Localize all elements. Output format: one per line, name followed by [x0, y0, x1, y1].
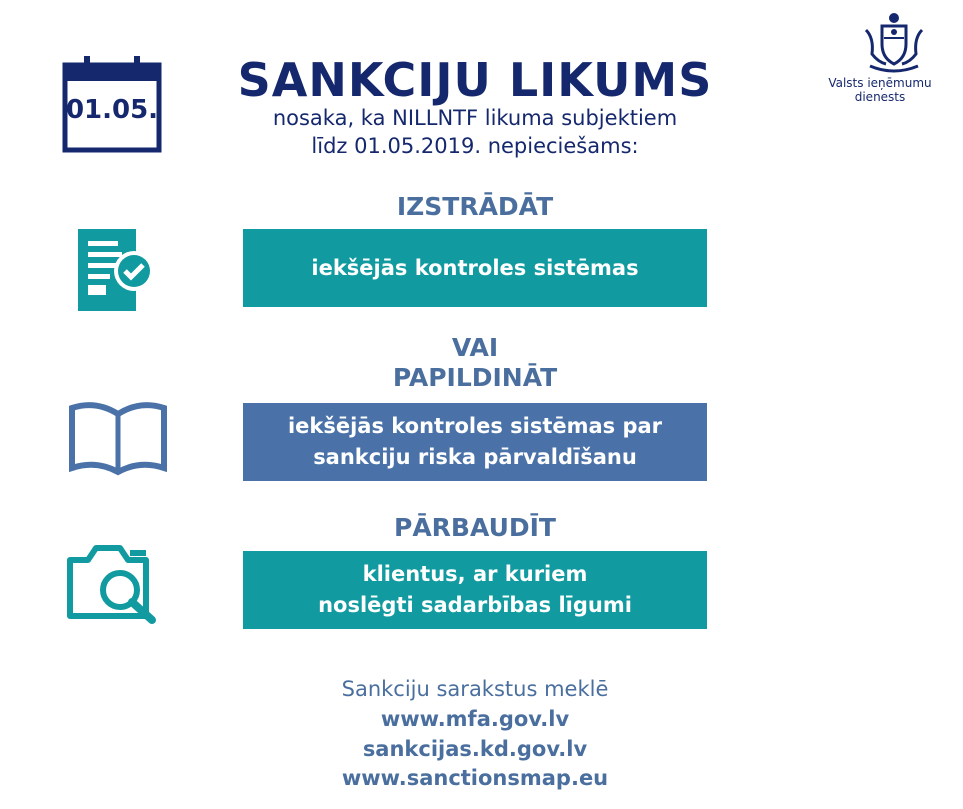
develop-heading: IZSTRĀDĀT [396, 192, 554, 221]
supplement-box [243, 403, 707, 481]
coat-of-arms-logo [860, 8, 928, 74]
calendar-date: 01.05. [65, 95, 159, 125]
supplement-heading: PAPILDINĀT [392, 363, 558, 392]
supplement-box-line-1: iekšējās kontroles sistēmas par [287, 414, 663, 438]
camera-search-icon [64, 540, 168, 624]
document-check-icon [76, 227, 158, 313]
check-box-line-2: noslēgti sadarbības līgumi [318, 593, 632, 617]
check-box [243, 551, 707, 629]
link-sanctionsmap[interactable]: www.sanctionsmap.eu [341, 766, 609, 790]
footer-lead: Sankciju sarakstus meklē [341, 677, 609, 701]
check-heading: PĀRBAUDĪT [394, 513, 556, 542]
develop-box-text: iekšējās kontroles sistēmas [311, 255, 639, 280]
link-mfa[interactable]: www.mfa.gov.lv [380, 707, 570, 731]
link-kd[interactable]: sankcijas.kd.gov.lv [362, 737, 588, 761]
logo-line-2: dienests [854, 90, 906, 104]
subtitle-line-2: līdz 01.05.2019. nepieciešams: [311, 134, 639, 158]
or-heading: VAI [451, 333, 499, 362]
open-book-icon [66, 398, 170, 476]
or-supplement-heading [243, 333, 707, 393]
page-subtitle [200, 104, 750, 160]
logo-line-1: Valsts ieņēmumu [828, 76, 932, 90]
supplement-box-line-2: sankciju riska pārvaldīšanu [313, 445, 637, 469]
logo-text [820, 76, 940, 104]
check-box-line-1: klientus, ar kuriem [362, 562, 588, 586]
subtitle-line-1: nosaka, ka NILLNTF likuma subjektiem [272, 106, 678, 130]
page-title: SANKCIJU LIKUMS [237, 53, 713, 107]
develop-box [243, 229, 707, 307]
